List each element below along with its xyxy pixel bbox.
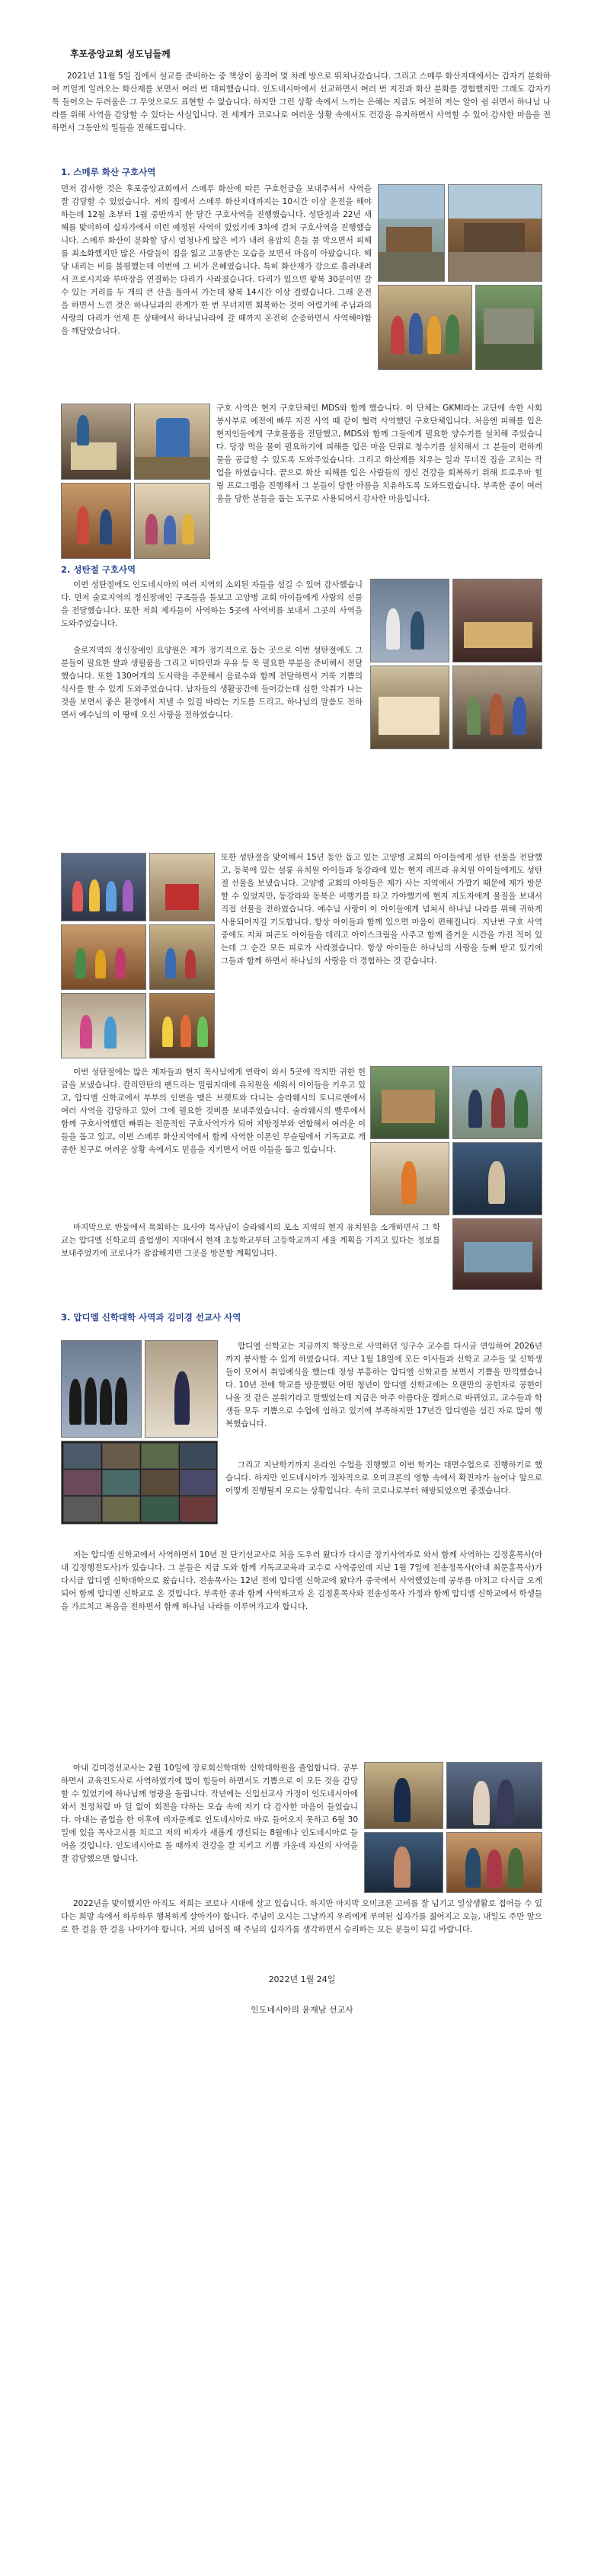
photo-wife-ministry <box>364 1832 443 1893</box>
photo-children-gifts <box>149 853 215 921</box>
photo-relief-supplies <box>61 404 131 480</box>
photo-inauguration-ceremony <box>145 1340 218 1438</box>
photo-kindergarten-2 <box>149 924 215 990</box>
section-2-paragraph-1: 이번 성탄절에도 인도네시아의 여러 지역의 소외된 자들을 섬길 수 있어 감사했습니다. 먼저 술로지역의 정신장애인 구조들을 돌보고 고양병 교회 아이들에게 사랑의 선물을 전달했습니다. 또한 저희 제자들이 사역하는 5곳에 사역비를 보내서 그곳의 사역을 도와주었습니다. <box>61 580 363 628</box>
photo-children-group <box>149 993 215 1058</box>
photo-disciples <box>452 1066 542 1139</box>
photo-couple <box>446 1762 542 1829</box>
section-3-paragraph-2: 그리고 지난학기까지 온라인 수업을 진행했고 이번 학기는 대면수업으로 진행하기로 했습니다. 하지만 인도네시아가 점차적으로 오미크론의 영향 속에서 확진자가 늘어나 앞으로 어떻게 진행될지 모르는 상황입니다. 속히 코로나로부터 해방되었으면 좋겠습니다. <box>225 1460 542 1495</box>
photo-convert-friend <box>452 1142 542 1215</box>
photo-water-tank <box>134 404 210 480</box>
photo-poso-school <box>452 1218 542 1290</box>
photo-children-church <box>61 853 146 921</box>
photo-ash-cleanup <box>61 483 131 559</box>
photo-graduation <box>364 1762 443 1829</box>
section-2-paragraph-5: 마지막으로 반둥에서 목회하는 요사야 목사님이 술라웨시의 포소 지역의 현지 유치원을 소개하면서 그 학교는 압디엘 신학교의 졸업생이 지대에서 현재 초등학교부터 고등학교까지 세울 계획을 가지고 있다는 정보를 보내주었기에 코로나가 잠잠해지면 그곳을 방문할 계획입니다. <box>61 1223 440 1258</box>
photo-ash-damage <box>448 184 542 282</box>
letter-title: 후포중앙교회 성도님들께 <box>70 49 171 59</box>
photo-family <box>446 1832 542 1893</box>
section-2-paragraph-3: 또한 성탄절을 맞이해서 15년 동안 돕고 있는 고양병 교회의 아이들에게 성탄 선물을 전달했고, 동북에 있는 설롱 유치원 아이들과 동강라에 있는 현지 레프라 유치원 아이들에게도 성탄절 선물을 보냈습니다. 고양병 교회의 아이들은 제가 사는 지역에서 가깝기 때문에 제가 방문할 수 있었지만, 동강라와 동북은 비행기를 타고 가야했기에 현지 지도자에게 물질을 보내서 직접 선물을 전하였습니다. 예수님 사랑이 이 아이들에게 넘쳐서 하나님 나라를 위해 귀하게 사용되어지길 기도합니다. 항상 아이들과 함께 있으면 마음이 편해집니다. 지난번 구호 사역 중에도 지쳐 피곤도 아이들을 데리고 아이스크림을 사주고 함께 즐거운 시간을 가진 적이 있는데 그 순간 모든 피로가 사라졌습니다. 항상 아이들은 하나님의 사랑을 등뼈 받고 있기에 그들과 함께 하면서 하나님의 사랑을 더 경험하는 것 같습니다. <box>221 853 542 966</box>
photo-online-class <box>61 1441 218 1524</box>
photo-volcano-church <box>378 184 445 282</box>
section-3-paragraph-4: 아내 김미경선교사는 2월 10일에 장로회신학대학 신학대학원을 졸업합니다. 공부하면서 교육전도사로 사역하였기에 많이 힘들어 하면서도 기쁨으로 이 모든 것을 감당할 수 있었기에 하나님께 영광을 돌립니다. 작년에는 신입선교사 가정이 인도네시아에 와서 친정처럼 바 딜 없이 회전을 다하는 모습 속에 저기 다 감사한 마음이 들었습니다. 아내는 졸업을 한 이후에 비자문제로 인도네시아로 바로 들어오지 못하고 6월 30일에 있을 목사고시를 치르고 저의 비자가 새롭게 갱신되는 8월에나 인도네시아로 들어올 것입니다. 인도네시아로 돌 때까지 건강을 잘 지키고 기쁨 가운데 자신의 사역을 잘 감당했으면 합니다. <box>61 1764 358 1863</box>
section-1-paragraph-2: 구호 사역은 현지 구호단체인 MDS와 함께 했습니다. 이 단체는 GKMI라는 교단에 속한 사회봉사부로 예전에 빠무 지진 사역 때 같이 협력 사역했던 구호단체입니다. 처음엔 피해를 입은 현지인들에게 구호물품을 전달했고, MDS와 함께 그들에게 필요한 양수기를 설치해 주었습니다. 당장 먹을 물이 필요하기에 피해를 입은 마을 단위로 청수기를 설치해서 그 분들이 편하게 물을 공급할 수 있도록 도와주었습니다. 그리고 화산재를 치우는 일과 무너진 집을 고치는 작업을 하였습니다. 끝으로 화산 피해를 입은 사람들의 정신 건강을 회복하기 위해 트로우마 힐링 프로그램을 진행해서 그 분들이 당한 아픔을 치유하도록 도와드렸습니다. 부족한 종이 여러움을 당한 분들을 돕는 도구로 사용되어서 감사한 마음입니다. <box>216 404 542 503</box>
photo-lunch-boxes <box>370 666 449 749</box>
section-2-paragraph-4: 이번 성탄절에는 많은 제자들과 현지 목사님에게 연락이 와서 5곳에 작지만 귀한 헌금을 보냈습니다. 칼리만탄의 팬드리는 밀림지대에 유치원을 세워서 아이들을 키우고 있고, 압디엘 신학교에서 부부의 인연을 맺은 브렛트와 다니는 숨라웨시의 토니르앤에서 여러 사역을 감당하고 있어 그에 필요한 것비를 보내주었습니다. 술라웨시의 빨루에서 함께 구호사역했던 빠뤼는 전문적인 구호사역가가 되어 지방정부와 연합해서 여러운 이들을 돕고 있고, 이번 스메루 화산지역에서 함께 사역한 이폰인 무슬림에서 기독교로 개종한 친구로 어려운 상황 속에서도 믿음을 지키면서 어린 이들을 돕고 있습니다. <box>61 1068 366 1154</box>
intro-paragraph: 2021년 11월 5일 집에서 설교를 준비하는 중 책상이 움직여 몇 차례 방으로 뛰쳐나갔습니다. 그리고 스메루 화산지대에서는 갑자기 분화하여 끼얼게 일려오는 화산재를 보면서 여러 번 대피했습니다. 인도네시아에서 선교하면서 여러 번 지진과 화산 분화를 경험했지만 그래도 갑자기 툭 들어오는 두려움은 그 무엇으로도 표현할 수 없습니다. 하지만 그런 상황 속에서 느끼는 은혜는 지금도 여전히 저는 알아 쉼 쉬면서 하나님 나라를 위해 사역을 감당할 수 있다는 사실입니다. 전 세계가 코로나로 여러운 상황 속에서도 건강을 유지하면서 사역할 수 있어 감사한 마음을 전하면서 그동안의 일들을 전해드립니다. <box>52 72 551 132</box>
photo-care-home-visit <box>370 579 449 662</box>
photo-inauguration-group <box>61 1340 142 1438</box>
section-3-heading: 3. 압디엘 신학대학 사역과 김미경 선교사 사역 <box>61 1312 241 1323</box>
photo-collapsed-house <box>475 285 542 370</box>
photo-ice-cream <box>61 993 146 1058</box>
photo-residents <box>452 666 542 749</box>
signature-date: 2022년 1월 24일 <box>268 1974 336 1984</box>
photo-relief-team <box>378 285 472 370</box>
section-2-paragraph-2: 술로지역의 정신장애인 요양원은 제가 정기적으로 돕는 곳으로 이번 성탄절에도 그 분들이 필요한 쌀과 생필품을 그리고 비타민과 우유 등 목 필요한 부분을 준비해서 전달했습니다. 또한 130여개의 도시락을 주문해서 음료수와 함께 전달하면서 거룩 기쁨의 식사를 할 수 있게 도와주었습니다. 남자들의 생활공간에 들어갔는데 심한 악취가 나는 것을 보면서 좋은 환경에서 지낼 수 있길 바라는 기도를 드리고, 하나님의 말씀도 전하면서 예수님의 이 땅에 오신 사랑을 전하였습니다. <box>61 646 363 720</box>
section-3-paragraph-1: 압디엘 신학교는 지금까지 학장으로 사역하던 잉구수 교수를 다시금 연임하여 2026년까지 봉사할 수 있게 하였습니다. 지난 1월 18일에 모든 이사들과 신학교 교수들 및 신학생들이 모여서 취임예식을 했는데 정성 부흥하는 압디엘 신학교를 보면서 기쁨을 만끽했습니다. 10년 전에 학교를 방문했던 어떤 청년이 압디엘 신학교에는 오랜만의 공헌자로 공헌이 나올 것 같은 분위기라고 말했었는데 지금은 아주 아름다운 캠퍼스로 바뀌었고, 교수들과 학생들 모두 기쁨으로 수업에 임하고 있기에 부족하지만 17년간 압디엘을 섬긴 자로 많이 행복했습니다. <box>225 1342 542 1428</box>
signature-name: 인도네시아의 윤재남 선교사 <box>251 2005 353 2015</box>
section-1-heading: 1. 스메루 화산 구호사역 <box>61 167 156 177</box>
photo-jungle-kindergarten <box>370 1066 449 1139</box>
closing-paragraph: 2022년을 맞이했지만 아직도 저희는 코로나 시대에 살고 있습니다. 하지만 마지막 오미크론 고비를 잘 넘기고 일상생활로 접어들 수 있다는 희망 속에서 하루하루 행복하게 살아가야 합니다. 주님이 오시는 그날까지 우리에게 부여된 십자가를 짊어지고 오늘, 내일도 주만 앞으로 한 걸음 한 걸음 나아가야 합니다. 저의 넘어질 때 주님의 십자가를 생각하면서 승리하는 모든 분들이 되길 바랍니다. <box>61 1899 542 1934</box>
photo-care-home-gifts <box>452 579 542 662</box>
section-1-paragraph-1: 먼저 감사한 것은 후포중앙교회에서 스메루 화산에 따른 구호헌금을 보내주셔서 사역을 잘 감당할 수 있었습니다. 저의 집에서 스메루 화산지대까지는 10시간 이상 운전을 해야 하는데 12월 초부터 1월 중반까지 한 달간 구호사역을 진행했습니다. 성탄절과 22년 새해를 맞이하여 십자가에서 이런 예정된 사역이 있었기에 3차에 걸쳐 구호사역을 진행했습니다. 스메루 화산이 분화할 당시 엄청나게 많은 비가 내려 용암의 흔들 물 막으면서 피해를 최소화했지만 많은 사람들이 집을 잃고 고통받는 모습을 보면서 마음이 아팠습니다. 해당 내리는 비를 불평했는데 이번에 그 비가 은혜였습니다. 특히 화산재가 강으로 흘러내려서 프로시지와 루마장을 연결하는 다리가 사라졌습니다. 다리가 있으면 왕복 30분이면 갈 수 있는 거리를 두 개의 큰 산을 돌아서 가는데 왕복 14시간 이상 걸렸습니다. 그래 운전을 하면서 느낀 것은 하나님과의 관계가 한 번 무너지면 회복하는 것이 어렵기에 주님과의 사랑의 다리가 언제 튼 상태에서 하나님나라에 갈 때까지 온전히 순종하면서 사역해야함을 깨달았습니다. <box>61 184 372 336</box>
photo-kindergarten <box>61 924 146 990</box>
section-3-paragraph-3: 저는 압디엘 신학교에서 사역하면서 10년 전 단기선교사로 처음 도우러 왔다가 다시금 장기사역자로 와서 함께 사역하는 김정훈목사(아내 김정행전도사)가 있습니다. 그 분들은 지금 도와 함께 기독교교육과 교수로 사역중인데 지난 1월 7일에 전송정목사(아내 최문홍목사)가 다시금 압디엘 신학대학으로 왔습니다. 전송목사는 12년 전에 압디엘 신학교에 왔다가 중국에서 사역했었는데 공부를 마치고 다시금 오게되어 함께 압디엘 신학교로 온 것입니다. 부족한 종과 함께 사역하고자 온 김정훈목사와 전송성목사 가정과 함께 압디엘 신학교에서 학생들을 가르치고 복음을 전하면서 함께 하나님 나라를 이루어가고자 합니다. <box>61 1550 542 1611</box>
photo-relief-worker <box>370 1142 449 1215</box>
section-2-heading: 2. 성탄절 구호사역 <box>61 564 136 575</box>
photo-trauma-healing <box>134 483 210 559</box>
